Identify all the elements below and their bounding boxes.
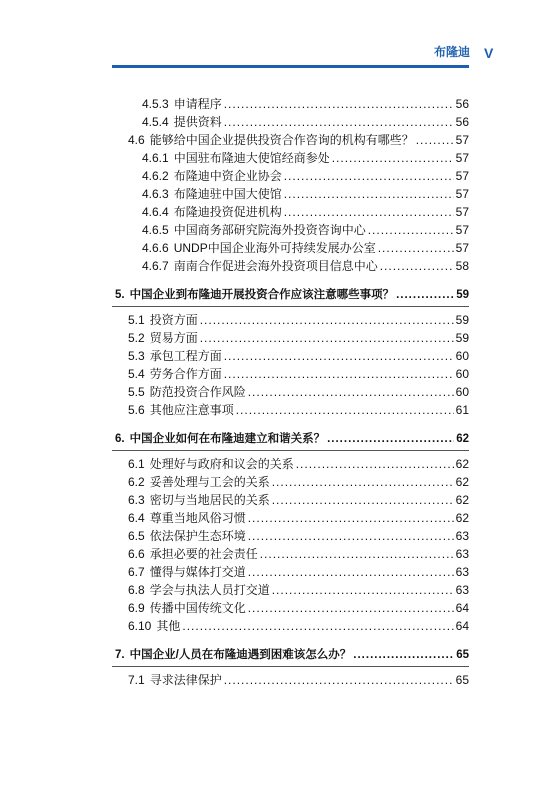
toc-title: 妥善处理与工会的关系 [149,475,270,489]
toc-page: 56 [455,97,469,111]
toc-number: 6. [115,433,125,445]
toc-title: 其他应注意事项 [149,403,234,417]
toc-chapter[interactable] [115,431,469,447]
header-title: 布隆迪 [433,45,470,59]
dot-leader [284,186,454,202]
toc-title: 寻求法律保护 [149,673,222,687]
toc-page: 60 [455,349,469,363]
toc-number: 5. [115,289,125,301]
toc-title: 能够给中国企业提供投资合作咨询的机构有哪些？ [149,133,414,147]
dot-leader [248,564,454,580]
toc-page: 57 [455,151,469,165]
toc-page: 64 [455,619,469,633]
toc-entry[interactable] [142,168,469,184]
toc-chapter[interactable] [115,287,469,303]
toc-entry[interactable] [128,582,469,598]
toc-page: 56 [455,115,469,129]
toc-number: 5.4 [128,367,145,381]
toc-entry[interactable] [128,402,469,418]
dot-leader [260,546,454,562]
toc-number: 6.4 [128,511,145,525]
toc-page: 57 [455,169,469,183]
toc-title: 传播中国传统文化 [149,601,246,615]
toc-number: 6.2 [128,475,145,489]
toc-page: 62 [456,433,469,445]
toc-page: 57 [455,187,469,201]
toc-entry[interactable] [128,384,469,400]
toc-page: 63 [455,583,469,597]
toc-page: 57 [455,223,469,237]
toc-entry[interactable] [142,186,469,202]
toc-entry[interactable] [128,510,469,526]
toc-title: 承担必要的社会责任 [149,547,258,561]
toc-page: 65 [456,649,469,661]
toc-page: 62 [455,511,469,525]
dot-leader [327,431,454,447]
toc-page: 63 [455,529,469,543]
dot-leader [200,330,454,346]
toc-page: 59 [455,331,469,345]
toc-number: 6.10 [128,619,152,633]
toc-number: 5.5 [128,385,145,399]
toc-number: 4.6.4 [142,205,169,219]
dot-leader [224,348,454,364]
toc-number: 5.3 [128,349,145,363]
toc-title: 贸易方面 [149,331,198,345]
toc-page: 59 [456,289,469,301]
toc-number: 6.8 [128,583,145,597]
dot-leader [248,384,454,400]
toc-page: 62 [455,493,469,507]
toc-number: 6.5 [128,529,145,543]
toc-number: 7.1 [128,673,145,687]
toc-entry[interactable] [142,114,469,130]
dot-leader [380,258,454,274]
toc-title: 懂得与媒体打交道 [149,565,246,579]
dot-leader [224,96,454,112]
toc-number: 6.1 [128,457,145,471]
toc-chapter[interactable] [115,647,469,663]
toc-number: 4.5.4 [142,115,169,129]
dot-leader [236,402,454,418]
toc-entry[interactable] [128,546,469,562]
toc-entry[interactable] [128,528,469,544]
toc-page: 61 [455,403,469,417]
toc-title: 布隆迪驻中国大使馆 [173,187,282,201]
toc-number: 4.5.3 [142,97,169,111]
toc-entry[interactable] [128,618,469,634]
toc-page: 62 [455,457,469,471]
dot-leader [248,528,454,544]
toc-title: 南南合作促进会海外投资项目信息中心 [173,259,378,273]
dot-leader [224,672,454,688]
toc-title: 尊重当地风俗习惯 [149,511,246,525]
toc-title: 投资方面 [149,313,198,327]
toc-page: 58 [455,259,469,273]
dot-leader [284,204,454,220]
toc-number: 4.6.1 [142,151,169,165]
toc-entry[interactable] [128,492,469,508]
toc-title: 承包工程方面 [149,349,222,363]
toc-number: 4.6 [128,133,145,147]
dot-leader [272,582,454,598]
toc-number: 6.3 [128,493,145,507]
dot-leader [296,456,454,472]
page-number: V [484,45,494,61]
toc-entry[interactable] [142,240,469,256]
toc-number: 6.7 [128,565,145,579]
toc-entry[interactable] [128,672,469,688]
toc-number: 7. [115,649,125,661]
dot-leader [224,366,454,382]
toc-title: 中国企业/人员在布隆迪遇到困难该怎么办？ [129,649,352,661]
toc-number: 5.6 [128,403,145,417]
toc-page: 60 [455,367,469,381]
toc-entry[interactable] [142,258,469,274]
toc-entry[interactable] [128,312,469,328]
toc-entry[interactable] [142,204,469,220]
toc-number: 4.6.6 [142,241,169,255]
toc-entry[interactable] [128,456,469,472]
dot-leader [368,222,454,238]
toc-page: 57 [455,205,469,219]
toc-number: 6.9 [128,601,145,615]
dot-leader [182,618,453,634]
toc-page: 60 [455,385,469,399]
dot-leader [248,510,454,526]
dot-leader [224,114,454,130]
dot-leader [416,132,454,148]
toc-title: 中国企业到布隆迪开展投资合作应该注意哪些事项？ [129,289,395,301]
toc-title: UNDP中国企业海外可持续发展办公室 [173,241,376,255]
dot-leader [353,647,454,663]
toc-page: 63 [455,547,469,561]
toc-entry[interactable] [128,132,469,148]
toc-page: 63 [455,565,469,579]
toc-entry[interactable] [128,366,469,382]
toc-title: 学会与执法人员打交道 [149,583,270,597]
toc-title: 中国商务部研究院海外投资咨询中心 [173,223,366,237]
toc-page: 57 [455,241,469,255]
toc-title: 申请程序 [173,97,222,111]
dot-leader [284,168,454,184]
dot-leader [332,150,454,166]
toc-page: 65 [455,673,469,687]
section-divider [112,666,469,667]
toc-number: 5.1 [128,313,145,327]
toc-title: 依法保护生态环境 [149,529,246,543]
dot-leader [272,492,454,508]
toc-page: 64 [455,601,469,615]
toc-number: 6.6 [128,547,145,561]
dot-leader [200,312,454,328]
dot-leader [396,287,454,303]
toc-entry[interactable] [142,222,469,238]
toc-entry[interactable] [128,600,469,616]
toc-number: 4.6.7 [142,259,169,273]
toc-number: 4.6.3 [142,187,169,201]
toc-entry[interactable] [128,348,469,364]
toc-title: 布隆迪中资企业协会 [173,169,282,183]
toc-title: 中国驻布隆迪大使馆经商参处 [173,151,330,165]
toc-entry[interactable] [128,330,469,346]
toc-entry[interactable] [128,564,469,580]
toc-title: 劳务合作方面 [149,367,222,381]
toc-title: 提供资料 [173,115,222,129]
toc-entry[interactable] [142,150,469,166]
section-divider [112,450,469,451]
toc-number: 4.6.5 [142,223,169,237]
toc-title: 其他 [156,619,181,633]
dot-leader [272,474,454,490]
toc-number: 4.6.2 [142,169,169,183]
toc-title: 布隆迪投资促进机构 [173,205,282,219]
toc-entry[interactable] [128,474,469,490]
toc-page: 59 [455,313,469,327]
toc-number: 5.2 [128,331,145,345]
dot-leader [248,600,454,616]
toc-page: 62 [455,475,469,489]
toc-title: 处理好与政府和议会的关系 [149,457,294,471]
toc-entry[interactable] [142,96,469,112]
dot-leader [378,240,454,256]
toc-title: 中国企业如何在布隆迪建立和谐关系？ [129,433,326,445]
toc-title: 防范投资合作风险 [149,385,246,399]
toc-title: 密切与当地居民的关系 [149,493,270,507]
toc-page: 57 [455,133,469,147]
section-divider [112,306,469,307]
